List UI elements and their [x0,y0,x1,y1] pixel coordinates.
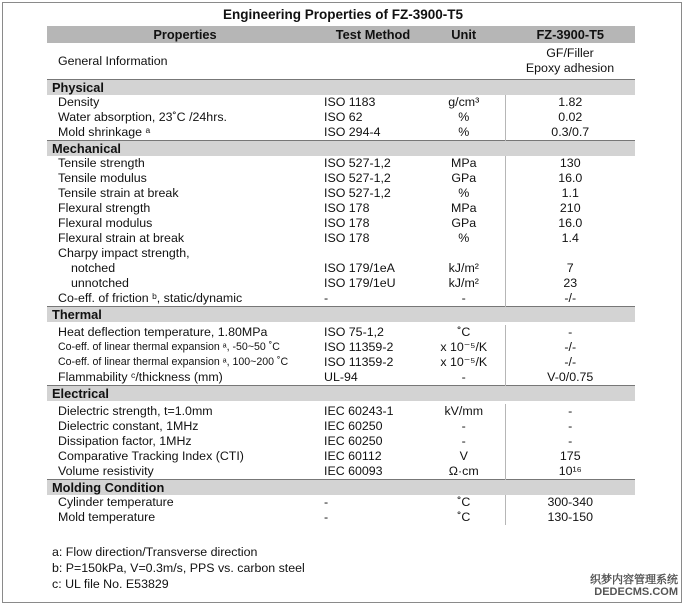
test-method: ISO 75-1,2 [324,325,384,339]
unit: kJ/m² [448,261,479,275]
test-method: ISO 178 [324,201,370,215]
unit: ˚C [457,495,471,509]
header-properties: Properties [47,26,323,43]
table-header-row [47,26,635,43]
value: -/- [505,355,635,370]
value: - [505,419,635,434]
footnote-a: a: Flow direction/Transverse direction [52,545,258,559]
section-mechanical [47,141,635,157]
table-row [47,171,635,186]
property-name: Flexural strain at break [58,231,185,245]
property-name: Co-eff. of friction ᵇ, static/dynamic [58,291,243,305]
value: 10¹⁶ [505,464,635,480]
unit: GPa [451,216,477,230]
value: V-0/0.75 [505,370,635,386]
section-title: Molding Condition [47,480,635,496]
property-name: Flammability ᶜ/thickness (mm) [58,370,223,384]
table-row [47,231,635,246]
value: -/- [505,291,635,307]
table-row [47,110,635,125]
table-row [47,95,635,110]
value: 7 [505,261,635,276]
unit: - [461,291,466,305]
section-title: Mechanical [47,141,635,157]
footnotes [52,544,305,592]
table-row [47,325,635,340]
table-row [47,434,635,449]
property-name: Cylinder temperature [58,495,174,509]
property-name: Flexural modulus [58,216,153,230]
property-name: Co-eff. of linear thermal expansion ᵃ, -50~50 ˚C [58,341,280,353]
footnote-b: b: P=150kPa, V=0.3m/s, PPS vs. carbon steel [52,561,305,575]
test-method: ISO 1183 [324,95,376,109]
unit: % [458,125,470,139]
value: 210 [505,201,635,216]
property-name: Dielectric strength, t=1.0mm [58,404,213,418]
test-method [323,246,423,261]
unit: kV/mm [444,404,484,418]
value: - [505,434,635,449]
table-row [47,340,635,355]
test-method: ISO 11359-2 [324,355,394,369]
property-name: Tensile modulus [58,171,147,185]
unit: % [458,231,470,245]
table-row [47,291,635,307]
table-row [47,186,635,201]
unit: x 10⁻⁵/K [440,340,488,354]
footnote-c: c: UL file No. E53829 [52,577,169,591]
unit: Ω·cm [448,464,479,478]
unit: - [461,419,466,433]
section-physical [47,80,635,96]
table-row [47,156,635,171]
table-row [47,370,635,386]
general-info-value-line2: Epoxy adhesion [525,61,615,75]
test-method: ISO 178 [324,231,370,245]
section-molding [47,480,635,496]
value: 130 [505,156,635,171]
unit: % [458,110,470,124]
value: 1.4 [505,231,635,246]
table-row [47,355,635,370]
test-method: IEC 60250 [324,419,383,433]
value: - [505,325,635,340]
general-info-value-line1: GF/Filler [546,46,594,60]
value: 23 [505,276,635,291]
property-name: Comparative Tracking Index (CTI) [58,449,244,463]
property-name: Density [58,95,100,109]
test-method: ISO 527-1,2 [324,171,391,185]
test-method: ISO 527-1,2 [324,186,391,200]
value: 1.1 [505,186,635,201]
test-method: ISO 62 [324,110,363,124]
section-electrical [47,386,635,402]
unit: - [461,434,466,448]
header-test-method: Test Method [323,26,423,43]
properties-table [47,26,635,525]
value [505,246,635,261]
value: 175 [505,449,635,464]
property-name: Dissipation factor, 1MHz [58,434,192,448]
property-name: Flexural strength [58,201,151,215]
table-row [47,464,635,480]
section-thermal [47,307,635,323]
property-name: Mold shrinkage ᵃ [58,125,151,139]
section-title: Electrical [47,386,635,402]
value: 300-340 [505,495,635,510]
value: 16.0 [505,216,635,231]
value: 16.0 [505,171,635,186]
value: -/- [505,340,635,355]
page-title: Engineering Properties of FZ-3900-T5 [222,7,464,22]
property-name: Tensile strain at break [58,186,179,200]
test-method: UL-94 [324,370,358,384]
unit: V [459,449,468,463]
unit: MPa [451,201,477,215]
value: - [505,404,635,419]
property-name: Charpy impact strength, [58,246,190,260]
general-info-row [47,43,635,80]
watermark-line1: 织梦内容管理系统 [590,574,678,586]
table-row [47,201,635,216]
table-row [47,495,635,510]
unit: GPa [451,171,477,185]
table-row [47,246,635,261]
property-name: Mold temperature [58,510,156,524]
test-method: IEC 60112 [324,449,382,463]
general-info-label: General Information [58,53,168,68]
table-row [47,125,635,141]
unit: ˚C [457,510,471,524]
value: 0.02 [505,110,635,125]
unit: x 10⁻⁵/K [440,355,488,369]
table-row [47,510,635,525]
property-name: notched [71,261,116,275]
unit: g/cm³ [448,95,480,109]
unit: MPa [451,156,477,170]
test-method: ISO 11359-2 [324,340,394,354]
unit: % [458,186,470,200]
unit: ˚C [457,325,471,339]
test-method: IEC 60250 [324,434,383,448]
table-row [47,449,635,464]
value: 0.3/0.7 [505,125,635,141]
section-title: Physical [47,80,635,96]
value: 1.82 [505,95,635,110]
table-row [47,404,635,419]
property-name: Heat deflection temperature, 1.80MPa [58,325,268,339]
test-method: - [324,510,329,524]
unit [423,246,505,261]
property-name: unnotched [71,276,129,290]
test-method: ISO 179/1eU [324,276,396,290]
property-name: Volume resistivity [58,464,154,478]
unit: kJ/m² [448,276,479,290]
header-product: FZ-3900-T5 [505,26,635,43]
value: 130-150 [505,510,635,525]
property-name: Dielectric constant, 1MHz [58,419,199,433]
section-title: Thermal [47,307,635,323]
property-name: Tensile strength [58,156,145,170]
table-row [47,261,635,276]
test-method: ISO 527-1,2 [324,156,391,170]
test-method: IEC 60243-1 [324,404,394,418]
property-name: Water absorption, 23˚C /24hrs. [58,110,227,124]
table-row [47,419,635,434]
test-method: ISO 178 [324,216,370,230]
watermark [590,574,678,598]
test-method: - [324,291,329,305]
test-method: IEC 60093 [324,464,383,478]
property-name: Co-eff. of linear thermal expansion ᵃ, 100~200 ˚C [58,356,289,368]
general-info-value [505,43,635,80]
table-row [47,216,635,231]
test-method: ISO 179/1eA [324,261,395,275]
test-method: ISO 294-4 [324,125,381,139]
unit: - [461,370,466,384]
header-unit: Unit [423,26,505,43]
watermark-line2: DEDECMS.COM [594,586,678,598]
table-row [47,276,635,291]
test-method: - [324,495,329,509]
